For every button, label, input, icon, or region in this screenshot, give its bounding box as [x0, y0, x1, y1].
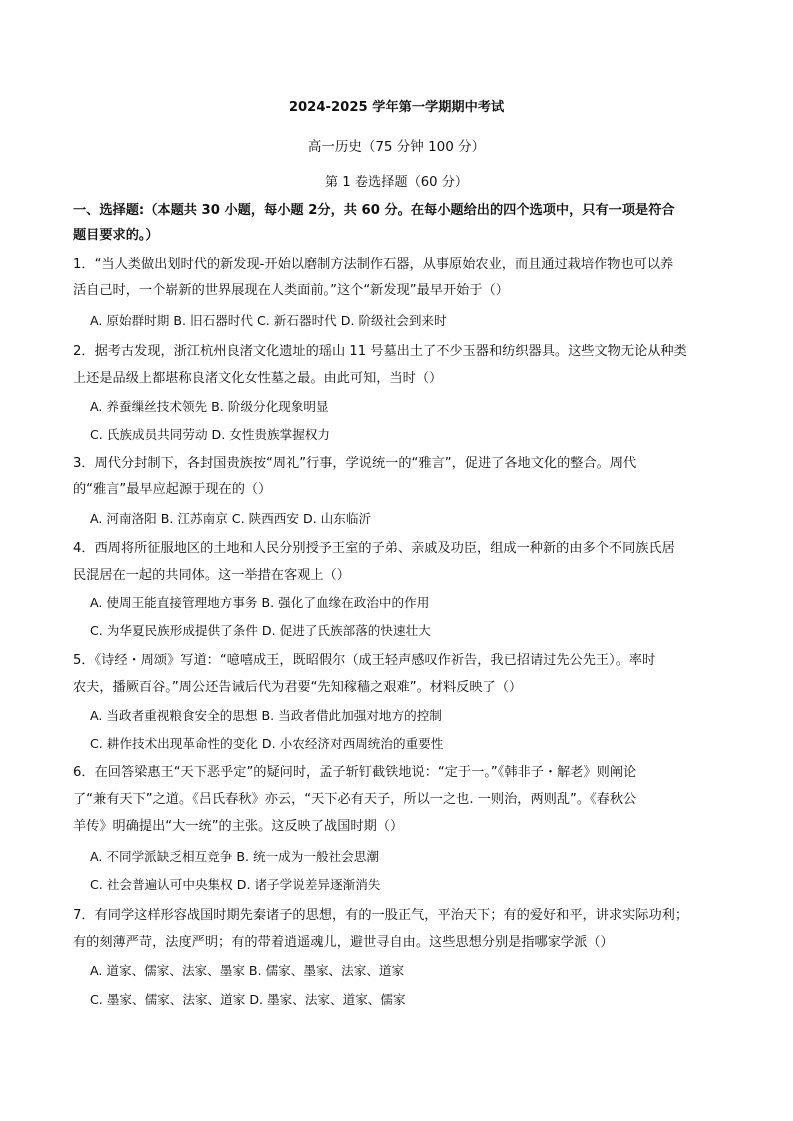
question-1-options: A. 原始群时期 B. 旧石器时代 C. 新石器时代 D. 阶级社会到来时 — [90, 313, 447, 328]
question-1-line-1: 1．“当人类做出划时代的新发现-开始以磨制方法制作石器，从事原始农业，而且通过栽培作物也可以养 — [73, 257, 674, 272]
question-2-line-1: 2．据考古发现，浙江杭州良渚文化遗址的瑶山 11 号墓出土了不少玉器和纺织器具。这些文物无论从种类 — [73, 344, 687, 359]
question-7-line-2: 有的刻薄严苛，法度严明；有的带着逍遥魂儿，避世寻自由。这些思想分别是指哪家学派（） — [73, 935, 614, 950]
question-6-line-3: 羊传》明确提出“大一统”的主张。这反映了战国时期（） — [73, 819, 404, 834]
question-7-line-1: 7．有同学这样形容战国时期先秦诸子的思想，有的一股正气，平治天下；有的爱好和平，讲求实际功利； — [73, 908, 689, 923]
question-6-options-2: C. 社会普遍认可中央集权 D. 诸子学说差异逐渐消失 — [90, 877, 381, 892]
question-1-line-2: 活自己时，一个崭新的世界展现在人类面前。”这个“新发现”最早开始于（） — [73, 283, 509, 298]
instructions-line-2: 题目要求的。） — [73, 228, 159, 243]
question-3-line-1: 3．周代分封制下，各封国贵族按“周礼”行事，学说统一的“雅言”，促进了各地文化的整合。周代 — [73, 456, 637, 471]
question-3-line-2: 的“雅言”最早应起源于现在的（） — [73, 482, 272, 497]
instructions-line-1: 一、选择题:（本题共 30 小题，每小题 2分，共 60 分。在每小题给出的四个选项中，只有一项是符合 — [73, 203, 675, 218]
question-2-options-2: C. 氏族成员共同劳动 D. 女性贵族掌握权力 — [90, 427, 331, 442]
question-6-options-1: A. 不同学派缺乏相互竞争 B. 统一成为一般社会思潮 — [90, 849, 379, 864]
question-5-line-2: 农夫，播厥百谷。”周公还告诫后代为君要“先知稼穑之艰难”。材料反映了（） — [73, 680, 523, 695]
question-4-line-2: 民混居在一起的共同体。这一举措在客观上（） — [73, 568, 350, 583]
question-5-options-1: A. 当政者重视粮食安全的思想 B. 当政者借此加强对地方的控制 — [90, 708, 442, 723]
question-7-options-2: C. 墨家、儒家、法家、道家 D. 墨家、法家、道家、儒家 — [90, 992, 406, 1007]
exam-subtitle: 高一历史（75 分钟 100 分） — [307, 139, 486, 155]
question-2-line-2: 上还是品级上都堪称良渚文化女性墓之最。由此可知，当时（） — [73, 371, 443, 386]
question-4-options-2: C. 为华夏民族形成提供了条件 D. 促进了氏族部落的快速壮大 — [90, 623, 431, 638]
question-4-line-1: 4．西周将所征服地区的土地和人民分别授予王室的子弟、亲戚及功臣，组成一种新的由多个不同族氏居 — [73, 541, 675, 556]
question-4-options-1: A. 使周王能直接管理地方事务 B. 强化了血缘在政治中的作用 — [90, 595, 430, 610]
question-6-line-1: 6．在回答梁惠王“天下恶乎定”的疑问时，孟子斩钉截铁地说：“定于一。”《韩非子・解老》则阐论 — [73, 765, 637, 780]
question-6-line-2: 了“兼有天下”之道。《吕氏春秋》亦云，“天下必有天子，所以一之也. 一则治，两则乱”。《春秋公 — [73, 792, 637, 807]
question-5-line-1: 5．《诗经・周颂》写道：“噫嘻成王，既昭假尔（成王轻声感叹作祈告，我已招请过先公先王）。率时 — [73, 653, 656, 668]
question-7-options-1: A. 道家、儒家、法家、墨家 B. 儒家、墨家、法家、道家 — [90, 963, 405, 978]
exam-title: 2024-2025 学年第一学期期中考试 — [288, 100, 505, 115]
question-3-options: A. 河南洛阳 B. 江苏南京 C. 陕西西安 D. 山东临沂 — [90, 511, 372, 526]
question-5-options-2: C. 耕作技术出现革命性的变化 D. 小农经济对西周统治的重要性 — [90, 736, 444, 751]
exam-volume: 第 1 卷选择题（60 分） — [324, 175, 469, 190]
question-2-options-1: A. 养蚕缫丝技术领先 B. 阶级分化现象明显 — [90, 399, 329, 414]
